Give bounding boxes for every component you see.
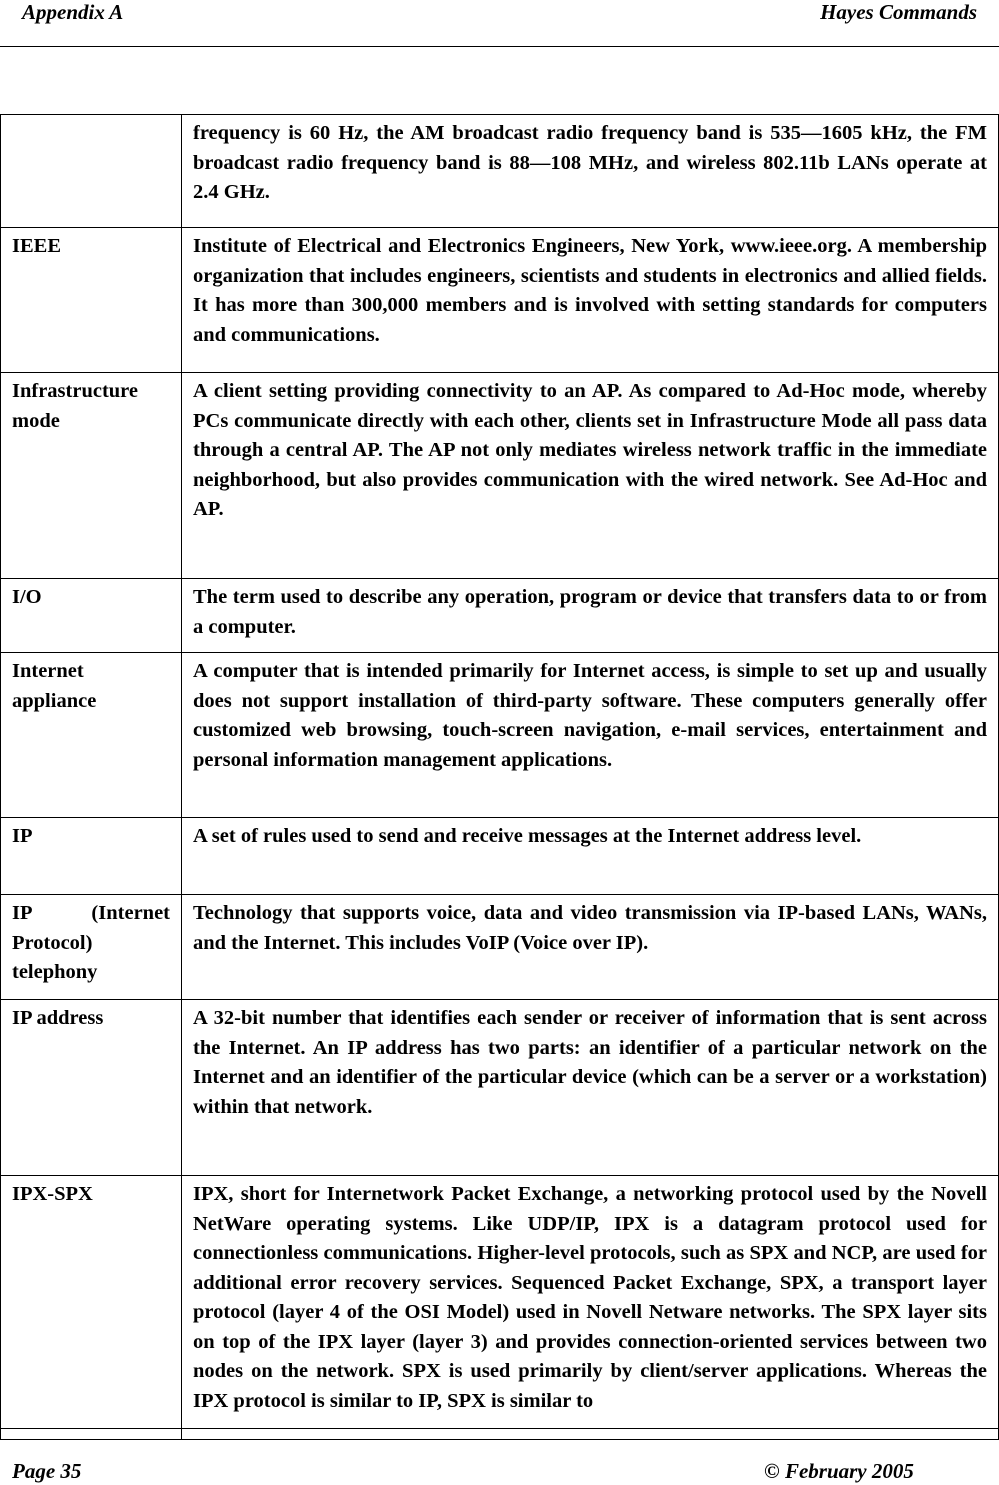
glossary-term: Infrastructure mode — [1, 373, 182, 579]
header-section-title: Appendix A — [22, 0, 124, 24]
table-row — [1, 1000, 999, 1176]
table-row — [1, 228, 999, 373]
glossary-term: IP address — [1, 1000, 182, 1176]
glossary-term — [1, 115, 182, 228]
glossary-definition: Technology that supports voice, data and video transmission via IP-based LANs, WANs, and the Internet. This includes VoIP (Voice over IP). — [182, 895, 999, 1000]
glossary-term: IP — [1, 818, 182, 895]
table-row — [1, 653, 999, 818]
page-footer — [0, 1428, 999, 1485]
glossary-definition: A client setting providing connectivity to an AP. As compared to Ad-Hoc mode, whereby PCs communicate directly with each other, clients set in Infrastructure Mode all pass data through a central AP. The AP not only mediates wireless network traffic in the immediate neighborhood, but also provides communication with the wired network. See Ad-Hoc and AP. — [182, 373, 999, 579]
table-row — [1, 115, 999, 228]
glossary-term: IEEE — [1, 228, 182, 373]
table-row — [1, 579, 999, 653]
glossary-term: I/O — [1, 579, 182, 653]
glossary-definition: frequency is 60 Hz, the AM broadcast radio frequency band is 535—1605 kHz, the FM broadcast radio frequency band is 88—108 MHz, and wireless 802.11b LANs operate at 2.4 GHz. — [182, 115, 999, 228]
glossary-term: Internet appliance — [1, 653, 182, 818]
table-row — [1, 895, 999, 1000]
glossary-definition: IPX, short for Internetwork Packet Exchange, a networking protocol used by the Novell NetWare operating systems. Like UDP/IP, IPX is a datagram protocol used for connectionless communications. Higher-level protocols, such as SPX and NCP, are used for additional error recovery services. Sequenced Packet Exchange, SPX, a transport layer protocol (layer 4 of the OSI Model) used in Novell Netware networks. The SPX layer sits on top of the IPX layer (layer 3) and provides connection-oriented services between two nodes on the network. SPX is used primarily by client/server applications. Whereas the IPX protocol is similar to IP, SPX is similar to — [182, 1176, 999, 1440]
header-chapter-title: Hayes Commands — [820, 0, 977, 24]
copyright-notice: © February 2005 — [764, 1459, 914, 1483]
glossary-definition: The term used to describe any operation, program or device that transfers data to or from a computer. — [182, 579, 999, 653]
table-row — [1, 1176, 999, 1440]
glossary-table — [0, 114, 999, 1440]
table-row — [1, 373, 999, 579]
glossary-term: IP (Internet Protocol) telephony — [1, 895, 182, 1000]
glossary-definition: A set of rules used to send and receive messages at the Internet address level. — [182, 818, 999, 895]
page-header — [0, 0, 999, 47]
glossary-definition: A computer that is intended primarily for Internet access, is simple to set up and usually does not support installation of third-party software. These computers generally offer customized web browsing, touch-screen navigation, e-mail services, entertainment and personal information management applications. — [182, 653, 999, 818]
page-number: Page 35 — [12, 1459, 82, 1483]
glossary-term: IPX-SPX — [1, 1176, 182, 1440]
glossary-definition: A 32-bit number that identifies each sender or receiver of information that is sent across the Internet. An IP address has two parts: an identifier of a particular network on the Internet and an identifier of the particular device (which can be a server or a workstation) within that network. — [182, 1000, 999, 1176]
table-row — [1, 818, 999, 895]
glossary-definition: Institute of Electrical and Electronics Engineers, New York, www.ieee.org. A membership organization that includes engineers, scientists and students in electronics and allied fields. It has more than 300,000 members and is involved with setting standards for computers and communications. — [182, 228, 999, 373]
